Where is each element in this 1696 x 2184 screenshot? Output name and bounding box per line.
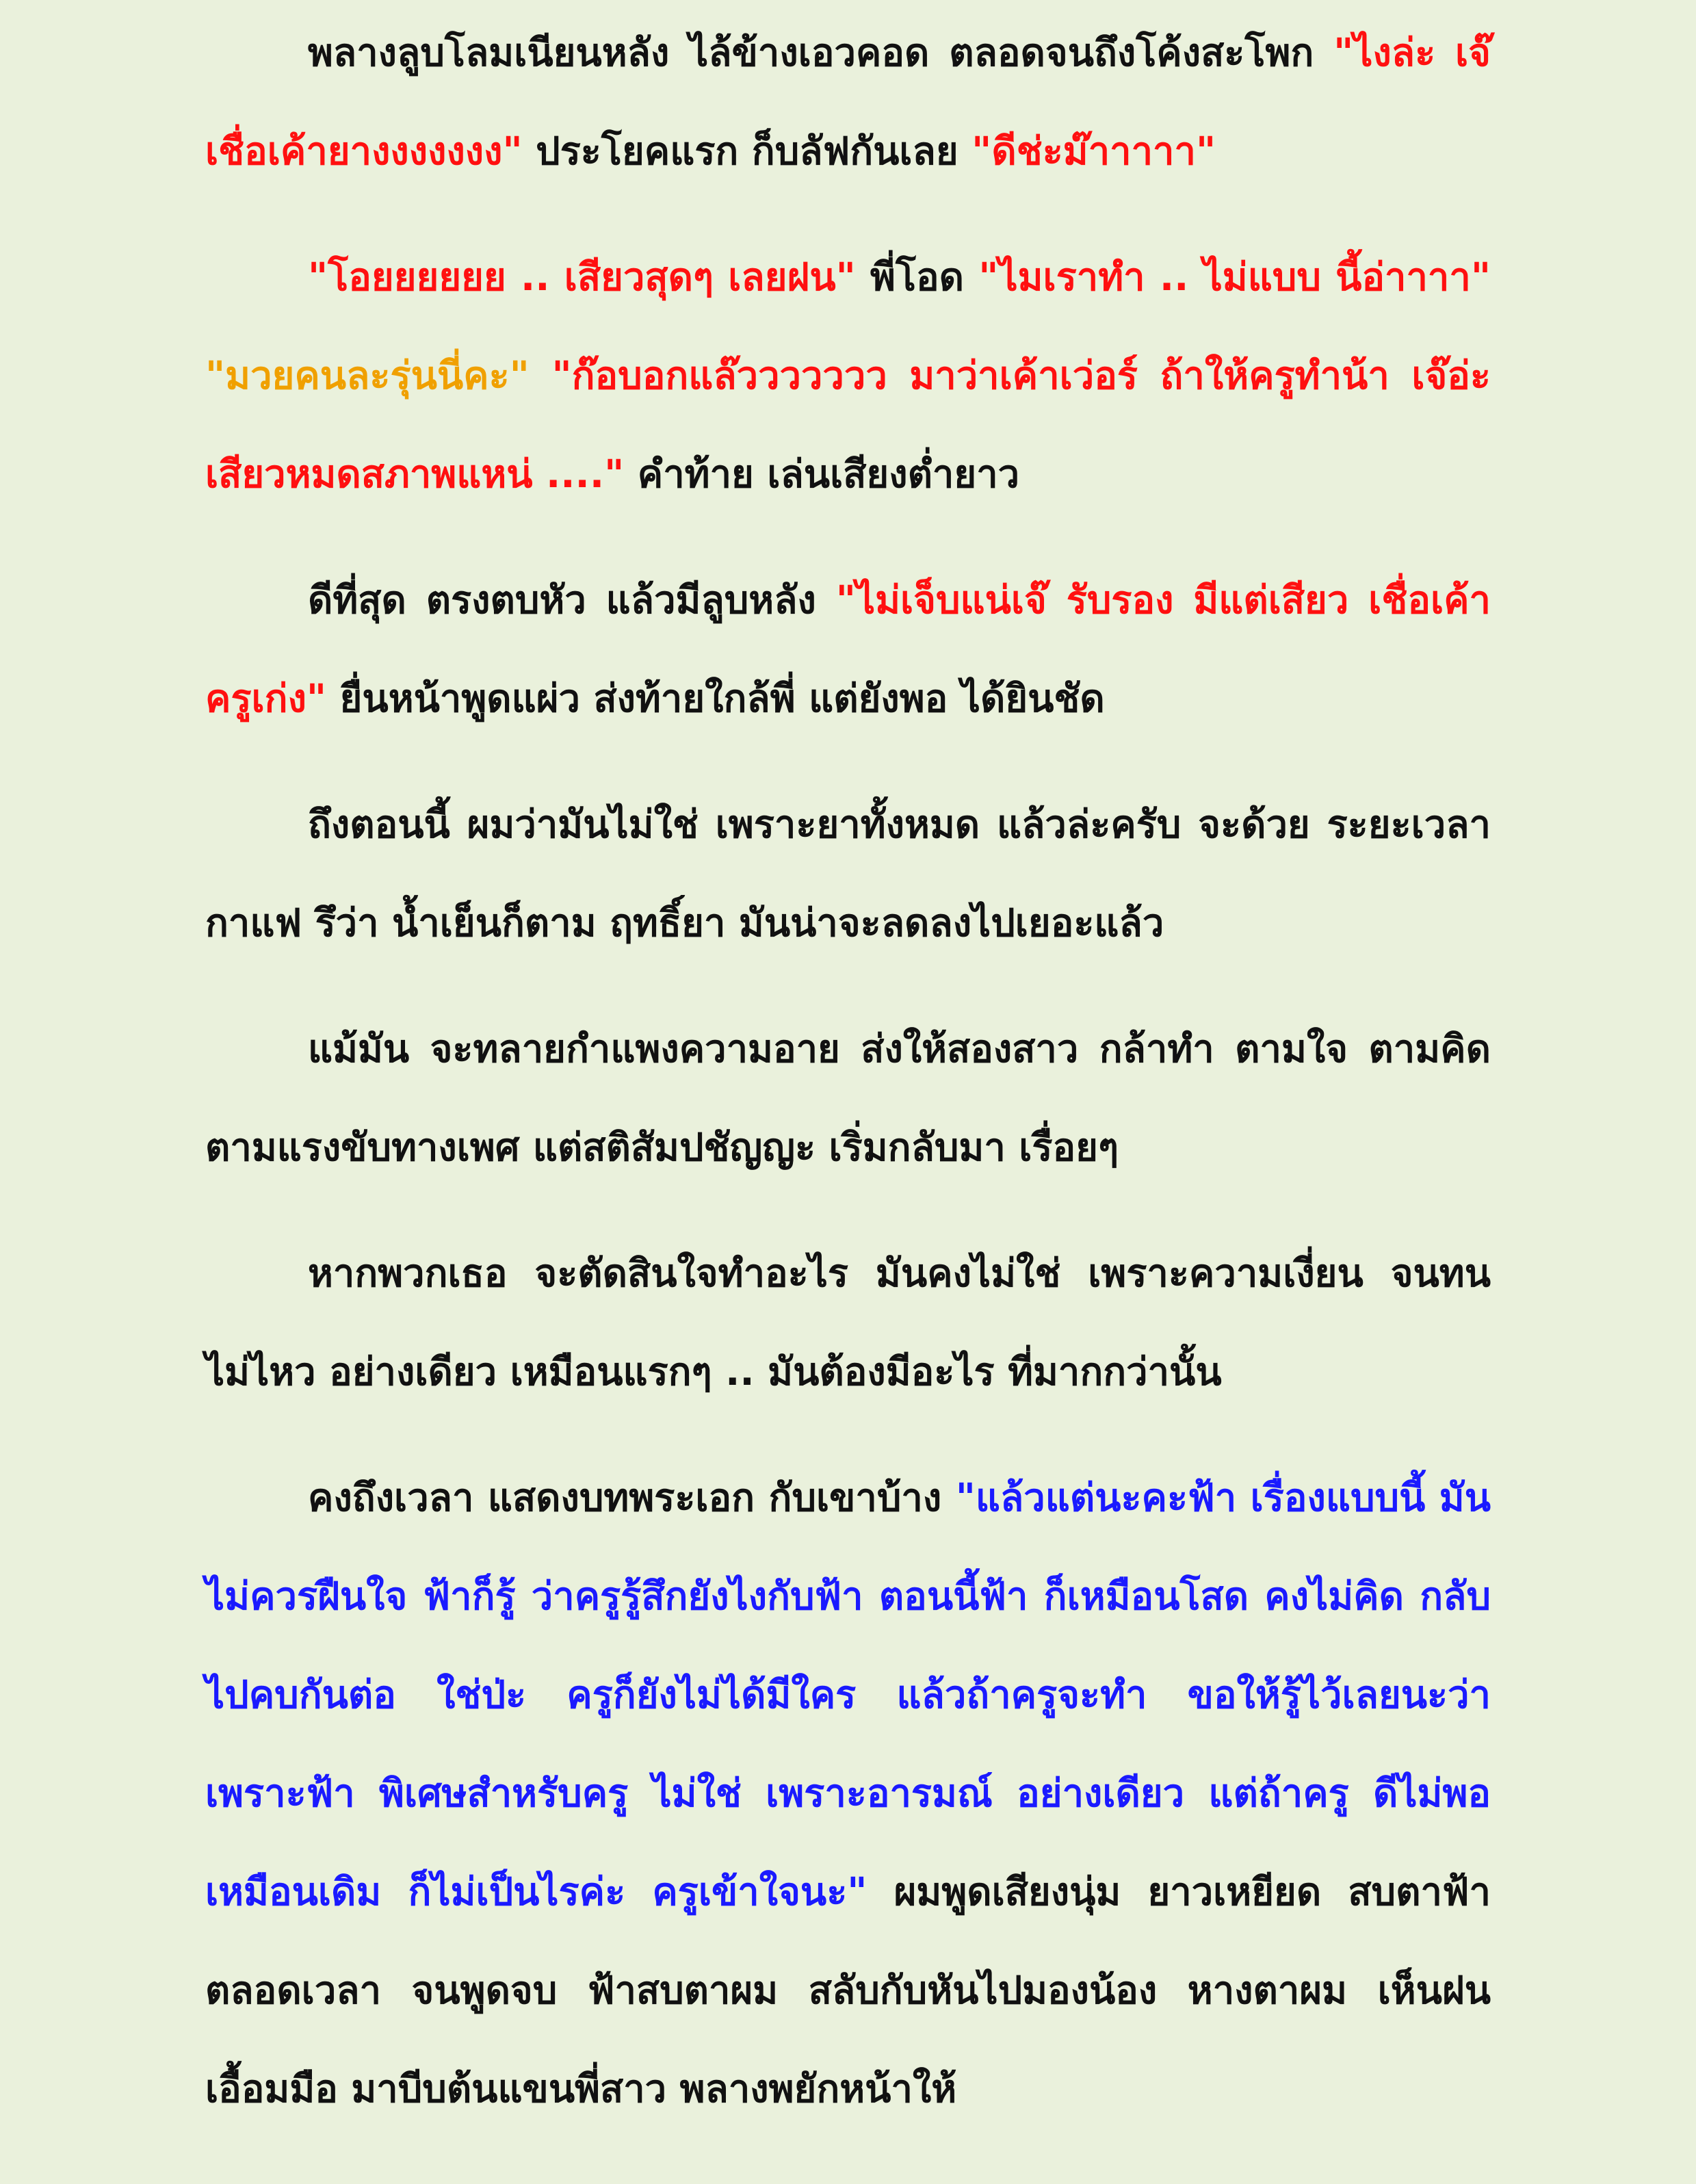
paragraph-1	[205, 4, 1491, 201]
narration-text: ผมพูดเสียงนุ่ม ยาวเหยียด สบตาฟ้า ตลอดเวลา จนพูดจบ ฟ้าสบตาผม สลับกับหันไปมองน้อง หางตาผม เห็นฝน เอื้อมมือ มาบีบต้นแขนพี่สาว พลางพยักหน้าให้	[205, 1870, 1491, 2111]
paragraph-6	[205, 1225, 1491, 1422]
paragraph-5	[205, 1000, 1491, 1197]
dialogue-text: "ดีช่ะม๊าาาาา"	[971, 129, 1216, 174]
dialogue-text: "ไงล่ะ เจ๊ เชื่อเค้ายางงงงงงง"	[205, 31, 1491, 174]
dialogue-text: "แล้วแต่นะคะฟ้า เรื่องแบบนี้ มันไม่ควรฝืนใจ ฟ้าก็รู้ ว่าครูรู้สึกยังไงกับฟ้า ตอนนี้ฟ้า ก็เหมือนโสด คงไม่คิด กลับไปคบกันต่อ ใช่ป่ะ ครูก็ยังไม่ได้มีใคร แล้วถ้าครูจะทำ ขอให้รู้ไว้เลยนะว่า เพราะฟ้า พิเศษสำหรับครู ไม่ใช่ เพราะอารมณ์ อย่างเดียว แต่ถ้าครู ดีไม่พอ เหมือนเดิม ก็ไม่เป็นไรค่ะ ครูเข้าใจนะ"	[205, 1476, 1491, 1914]
paragraph-7	[205, 1449, 1491, 2139]
narration-text: หากพวกเธอ จะตัดสินใจทำอะไร มันคงไม่ใช่ เพราะความเงี่ยน จนทน ไม่ไหว อย่างเดียว เหมือนแรกๆ .. มันต้องมีอะไร ที่มากกว่านั้น	[205, 1251, 1491, 1394]
narration-text: ประโยคแรก ก็บลัฟกันเลย	[522, 129, 972, 174]
narration-text: พลางลูบโลมเนียนหลัง ไล้ข้างเอวคอด ตลอดจนถึงโค้งสะโพก	[308, 31, 1334, 75]
paragraph-4	[205, 776, 1491, 973]
narration-text: ยื่นหน้าพูดแผ่ว ส่งท้ายใกล้พี่ แต่ยังพอ ได้ยินชัด	[326, 677, 1105, 721]
dialogue-text: "ไม่เจ็บแน่เจ๊ รับรอง มีแต่เสียว เชื่อเค้า ครูเก่ง"	[205, 578, 1491, 721]
narration-text	[530, 354, 552, 398]
narration-text: ถึงตอนนี้ ผมว่ามันไม่ใช่ เพราะยาทั้งหมด แล้วล่ะครับ จะด้วย ระยะเวลา กาแฟ รึว่า น้ำเย็นก็ตาม ฤทธิ์ยา มันน่าจะลดลงไปเยอะแล้ว	[205, 803, 1491, 946]
dialogue-text: "โอยยยยยย .. เสียวสุดๆ เลยฝน"	[308, 255, 856, 300]
document-page	[0, 4, 1696, 2184]
dialogue-text: "ไมเราทำ .. ไม่แบบ นี้อ่าาาา"	[978, 255, 1491, 300]
dialogue-text: "ก๊อบอกแล๊ววววววว มาว่าเค้าเว่อร์ ถ้าให้ครูทำน้า เจ๊อ่ะ เสียวหมดสภาพแหน่ ...."	[205, 354, 1491, 497]
narration-text: คำท้าย เล่นเสียงต่ำยาว	[624, 452, 1020, 497]
dialogue-text: "มวยคนละรุ่นนี่คะ"	[205, 354, 530, 398]
narration-text: พี่โอด	[855, 255, 979, 300]
narration-text: ดีที่สุด ตรงตบหัว แล้วมีลูบหลัง	[308, 578, 836, 623]
narration-text: คงถึงเวลา แสดงบทพระเอก กับเขาบ้าง	[308, 1476, 956, 1520]
paragraph-2	[205, 229, 1491, 524]
narration-text: แม้มัน จะทลายกำแพงความอาย ส่งให้สองสาว กล้าทำ ตามใจ ตามคิด ตามแรงขับทางเพศ แต่สติสัมปชัญญะ เริ่มกลับมา เรื่อยๆ	[205, 1027, 1491, 1170]
paragraph-3	[205, 551, 1491, 749]
